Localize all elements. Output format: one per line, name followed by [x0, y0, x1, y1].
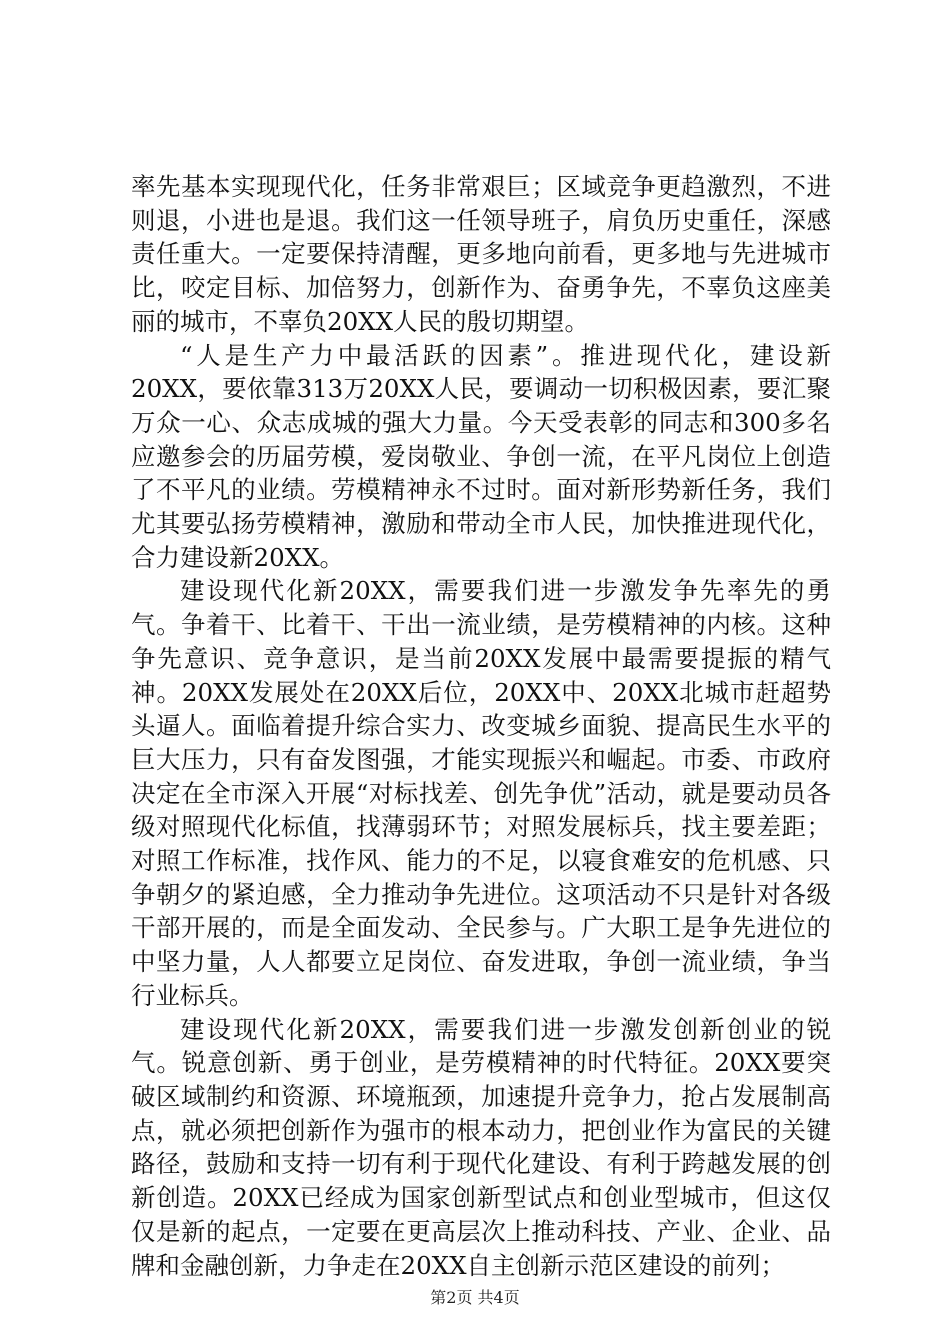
- paragraph-2: “人是生产力中最活跃的因素”。推进现代化，建设新20XX，要依靠313万20XX人民，要调动一切积极因素，要汇聚万众一心、众志成城的强大力量。今天受表彰的同志和300多名应邀参会的历届劳模，爱岗敬业、争创一流，在平凡岗位上创造了不平凡的业绩。劳模精神永不过时。面对新形势新任务，我们尤其要弘扬劳模精神，激励和带动全市人民，加快推进现代化，合力建设新20XX。: [131, 340, 831, 572]
- document-body: [131, 170, 831, 1282]
- paragraph-1: 率先基本实现现代化，任务非常艰巨；区域竞争更趋激烈，不进则退，小进也是退。我们这一任领导班子，肩负历史重任，深感责任重大。一定要保持清醒，更多地向前看，更多地与先进城市比，咬定目标、加倍努力，创新作为、奋勇争先，不辜负这座美丽的城市，不辜负20XX人民的殷切期望。: [131, 172, 831, 336]
- paragraph-3: 建设现代化新20XX，需要我们进一步激发争先率先的勇气。争着干、比着干、干出一流业绩，是劳模精神的内核。这种争先意识、竞争意识，是当前20XX发展中最需要提振的精气神。20XX发展处在20XX后位，20XX中、20XX北城市赶超势头逼人。面临着提升综合实力、改变城乡面貌、提高民生水平的巨大压力，只有奋发图强，才能实现振兴和崛起。市委、市政府决定在全市深入开展“对标找差、创先争优”活动，就是要动员各级对照现代化标值，找薄弱环节；对照发展标兵，找主要差距；对照工作标准，找作风、能力的不足，以寝食难安的危机感、只争朝夕的紧迫感，全力推动争先进位。这项活动不只是针对各级干部开展的，而是全面发动、全民参与。广大职工是争先进位的中坚力量，人人都要立足岗位、奋发进取，争创一流业绩，争当行业标兵。: [131, 576, 831, 1010]
- page-number-label: 第2页 共4页: [430, 1288, 520, 1307]
- page-footer: [0, 1288, 950, 1308]
- paragraph-4: 建设现代化新20XX，需要我们进一步激发创新创业的锐气。锐意创新、勇于创业，是劳模精神的时代特征。20XX要突破区域制约和资源、环境瓶颈，加速提升竞争力，抢占发展制高点，就必须把创新作为强市的根本动力，把创业作为富民的关键路径，鼓励和支持一切有利于现代化建设、有利于跨越发展的创新创造。20XX已经成为国家创新型试点和创业型城市，但这仅仅是新的起点，一定要在更高层次上推动科技、产业、企业、品牌和金融创新，力争走在20XX自主创新示范区建设的前列；: [131, 1014, 831, 1280]
